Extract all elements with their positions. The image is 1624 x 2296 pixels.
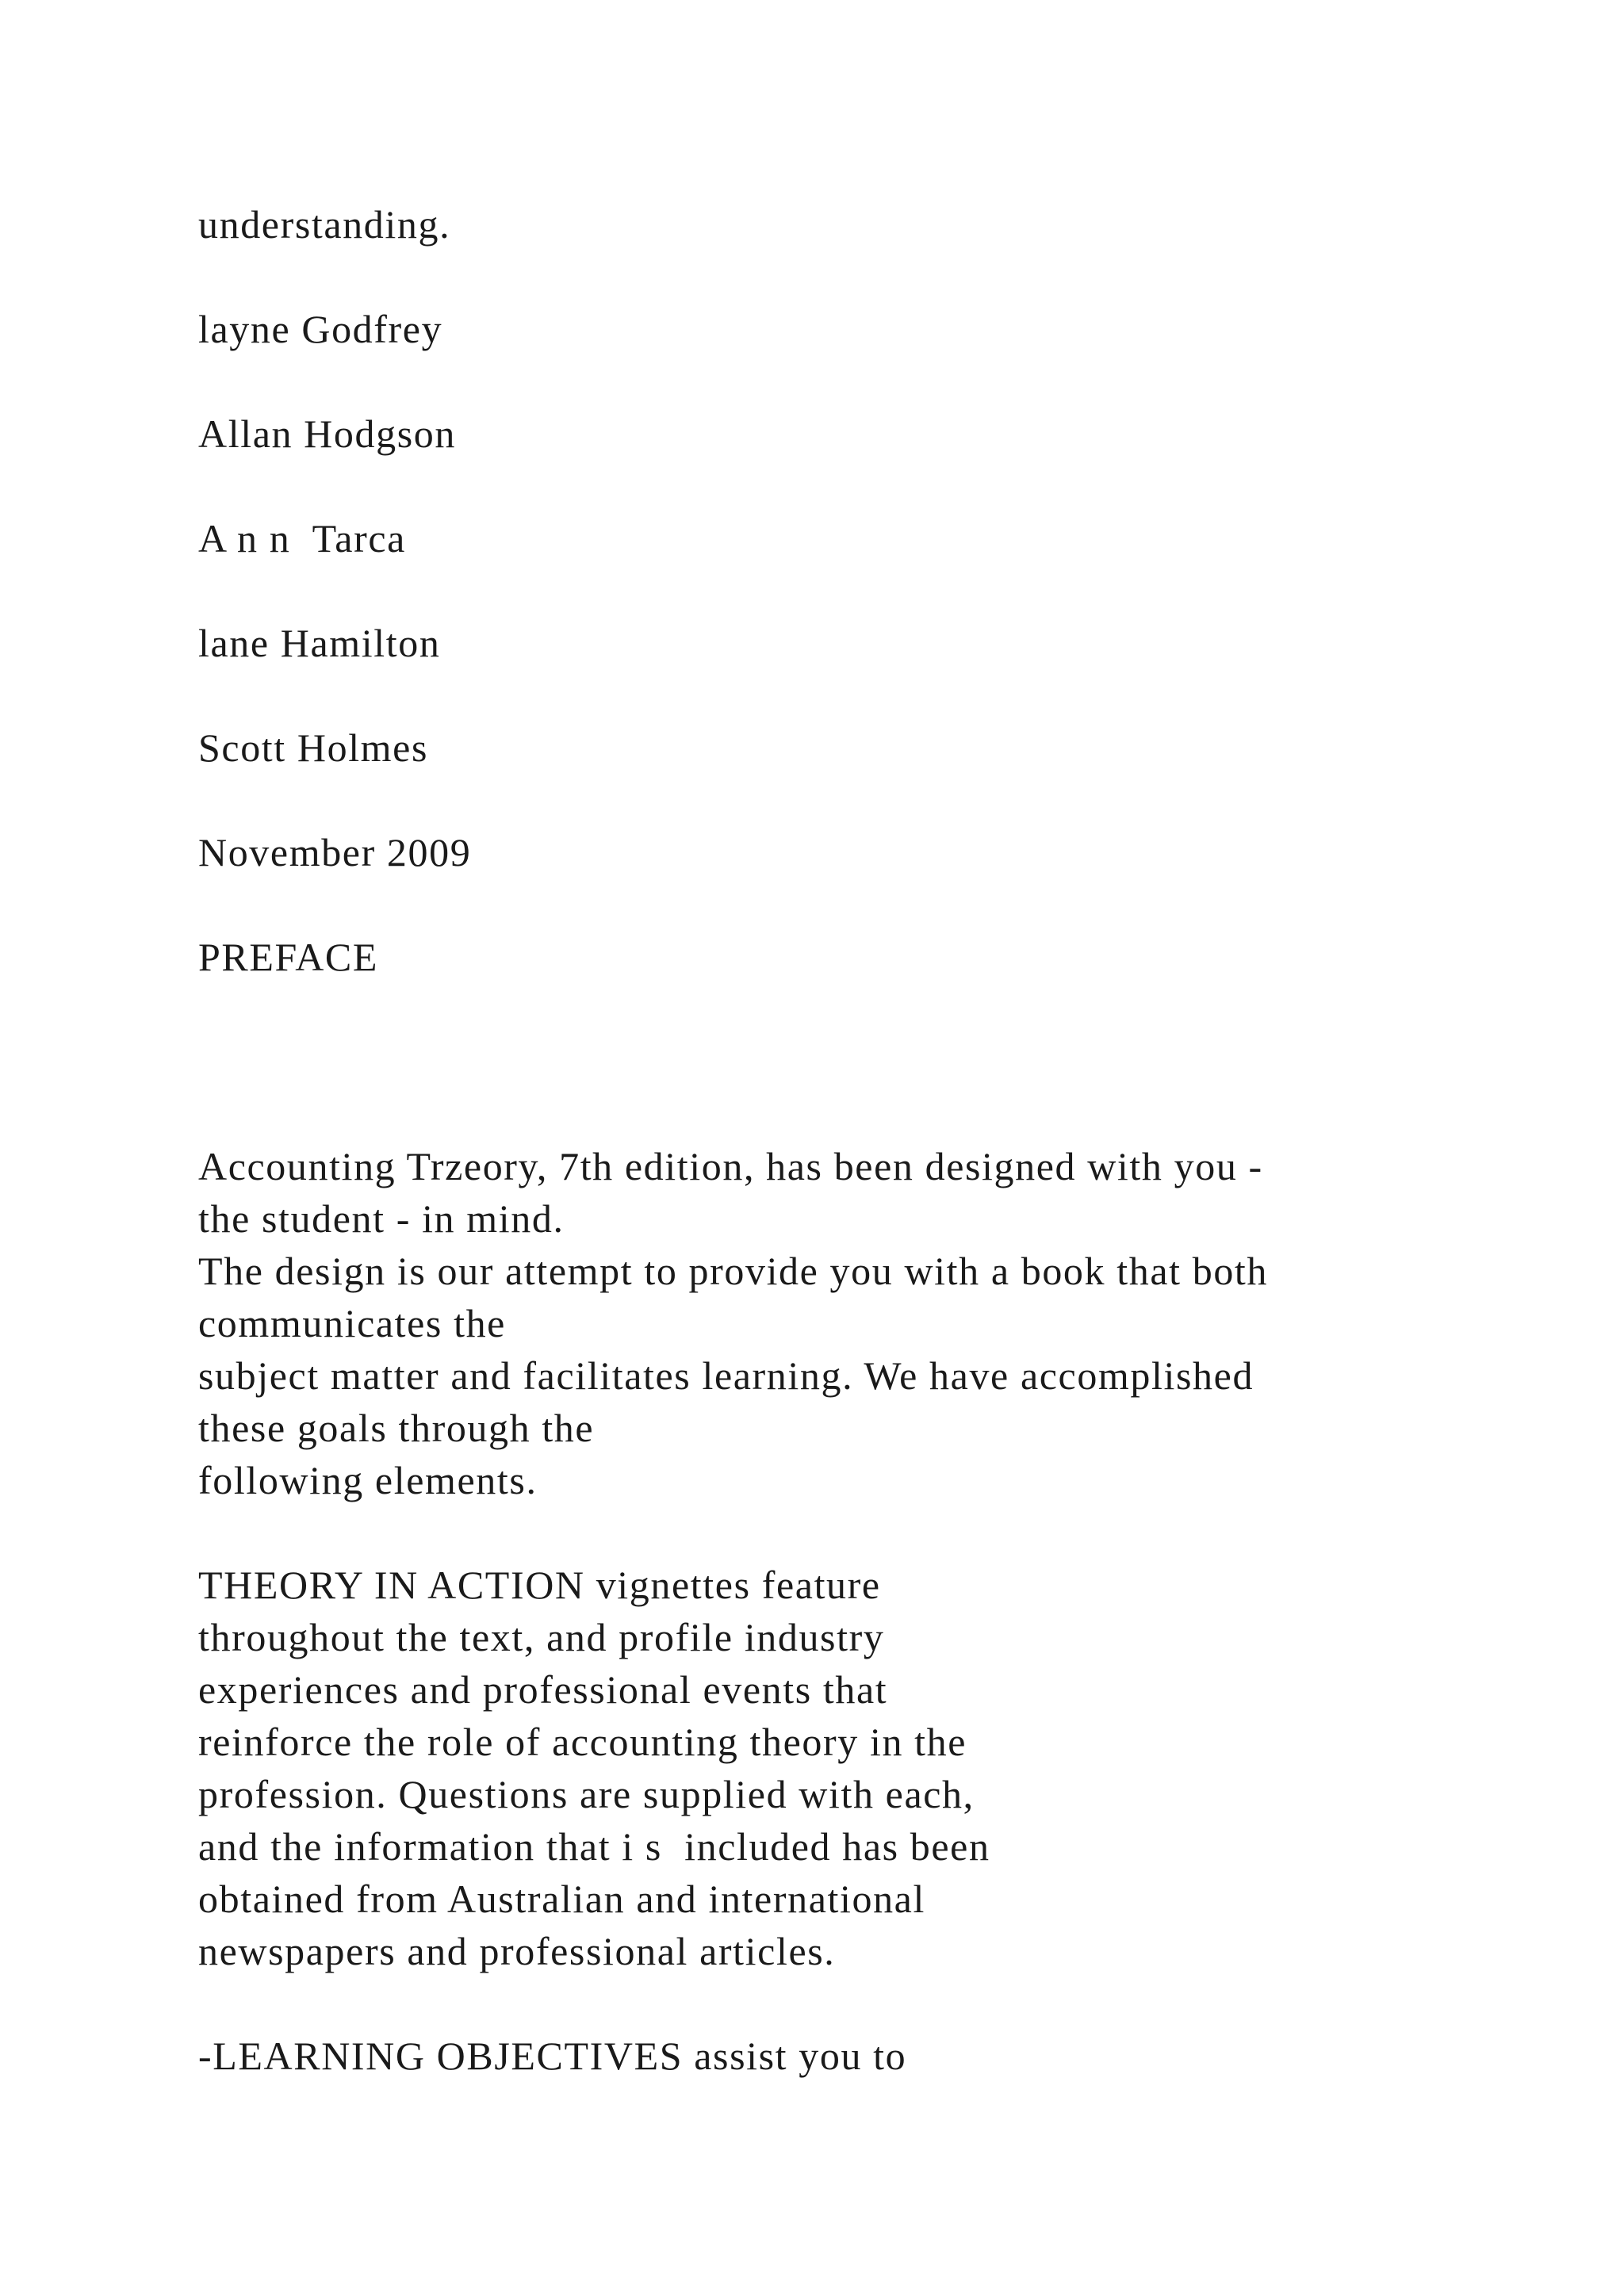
paragraph-line: profession. Questions are supplied with each,: [198, 1772, 975, 1816]
author-name: Scott Holmes: [198, 725, 429, 770]
paragraph-line: obtained from Australian and international: [198, 1877, 925, 1921]
paragraph-line: following elements.: [198, 1458, 538, 1502]
paragraph-line: these goals through the: [198, 1406, 595, 1450]
author-name: Allan Hodgson: [198, 411, 456, 456]
paragraph-line: reinforce the role of accounting theory in the: [198, 1720, 967, 1764]
paragraph-line: THEORY IN ACTION vignettes feature: [198, 1563, 881, 1607]
paragraph-line: Accounting Trzeory, 7th edition, has been designed with you -: [198, 1144, 1263, 1188]
paragraph-line: communicates the: [198, 1301, 506, 1345]
paragraph-line: the student - in mind.: [198, 1196, 565, 1241]
author-name: layne Godfrey: [198, 307, 443, 351]
author-name: lane Hamilton: [198, 621, 441, 665]
paragraph-line: newspapers and professional articles.: [198, 1929, 836, 1973]
paragraph-line: subject matter and facilitates learning. We have accomplished: [198, 1353, 1254, 1398]
paragraph-line: throughout the text, and profile industry: [198, 1615, 885, 1659]
section-heading: PREFACE: [198, 935, 378, 979]
paragraph-line: and the information that i s included has been: [198, 1824, 990, 1869]
paragraph-line: -LEARNING OBJECTIVES assist you to: [198, 2034, 907, 2078]
author-name: A n n Tarca: [198, 516, 406, 561]
paragraph-line: The design is our attempt to provide you with a book that both: [198, 1249, 1269, 1293]
date-line: November 2009: [198, 830, 472, 874]
text-line-understanding: understanding.: [198, 202, 451, 247]
paragraph-line: experiences and professional events that: [198, 1667, 888, 1712]
